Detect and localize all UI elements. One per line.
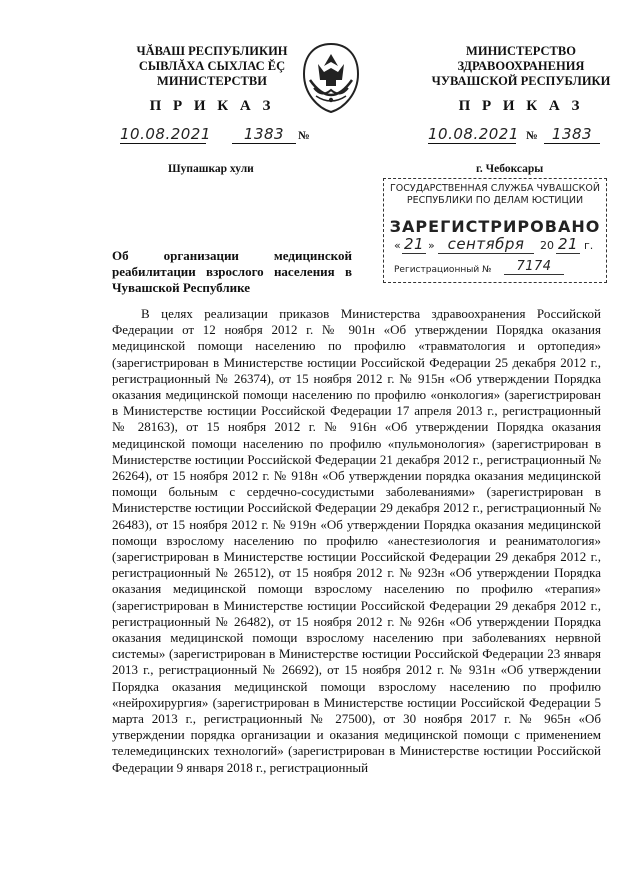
stamp-year: 21 [557, 235, 579, 253]
stamp-quote-close: » [428, 239, 435, 252]
header-right-line3: ЧУВАШСКОЙ РЕСПУБЛИКИ [431, 74, 611, 88]
header-left-line1: ЧĂВАШ РЕСПУБЛИКИН [136, 44, 288, 58]
stamp-month: сентября [438, 235, 534, 254]
date-right: 10.08.2021 [428, 125, 519, 143]
stamp-quote-open: « [394, 239, 401, 252]
stamp-registered: ЗАРЕГИСТРИРОВАНО [389, 217, 601, 236]
num-sign-left: № [298, 130, 310, 142]
header-left-line3: МИНИСТЕРСТВИ [157, 74, 267, 88]
stamp-year-suffix: г. [584, 239, 594, 252]
stamp-date-row [394, 237, 600, 257]
city-right: г. Чебоксары [476, 163, 544, 175]
stamp-day: 21 [403, 235, 425, 253]
number-right: 1383 [544, 125, 600, 144]
city-left: Шупашкар хули [168, 163, 254, 175]
date-left: 10.08.2021 [120, 125, 211, 143]
body-paragraph: В целях реализации приказов Министерства здравоохранения Российской Федерации от 12 ноября 2012 г. № 901н «Об утверждении Порядка оказания медицинской помощи населению по профилю «травматология и ортопедия» (зарегистрирован в Министерстве юстиции Российской Федерации 25 декабря 2012 г., регистрационный № 26374), от 15 ноября 2012 г. № 915н «Об утверждении Порядка оказания медицинской помощи населению по профилю «онкология» (зарегистрирован в Министерстве юстиции Российской Федерации 17 апреля 2013 г., регистрационный № 28163), от 15 ноября 2012 г. № 916н «Об утверждении Порядка оказания медицинской помощи населению по профилю «пульмонология» (зарегистрирован в Министерстве юстиции Российской Федерации 21 декабря 2012 г., регистрационный № 26264), от 15 ноября 2012 г. № 918н «Об утверждении порядка оказания медицинской помощи больным с сердечно-сосудистыми заболеваниями» (зарегистрирован в Министерстве юстиции Российской Федерации 29 декабря 2012 г., регистрационный № 26483), от 15 ноября 2012 г. № 919н «Об утверждении Порядка оказания медицинской помощи взрослому населению по профилю «анестезиология и реаниматология» (зарегистрирован в Министерстве юстиции Российской Федерации 29 декабря 2012 г., регистрационный № 26512), от 15 ноября 2012 г. № 923н «Об утверждении Порядка оказания медицинской помощи взрослому населению по профилю «терапия» (зарегистрирован в Министерстве юстиции Российской Федерации 29 декабря 2012 г., регистрационный № 26482), от 15 ноября 2012 г. № 926н «Об утверждении Порядка оказания медицинской помощи взрослому населению при заболеваниях нервной системы» (зарегистрирован в Министерстве юстиции Российской Федерации 23 января 2013 г., регистрационный № 26692), от 15 ноября 2012 г. № 931н «Об утверждении Порядка оказания медицинской помощи взрослому населению по профилю «нейрохирургия» (зарегистрирован в Министерстве юстиции Российской Федерации 5 марта 2013 г., регистрационный № 27500), от 30 ноября 2017 г. № 965н «Об утверждении порядка организации и оказания медицинской помощи с применением телемедицинских технологий» (зарегистрирован в Министерстве юстиции Российской Федерации 9 января 2018 г., регистрационный [112, 306, 601, 775]
header-right [416, 44, 626, 89]
registration-stamp [383, 178, 607, 283]
prikaz-right: П Р И К А З [458, 98, 584, 114]
stamp-reg-number: 7174 [504, 259, 564, 275]
document-title: Об организации медицинской реабилитации взрослого населения в Чувашской Республике [112, 248, 352, 295]
header-left-line2: СЫВЛĂХА СЫХЛАС ĔÇ [138, 59, 286, 73]
header-left [112, 44, 312, 89]
number-left: 1383 [232, 125, 296, 144]
stamp-year-prefix: 20 [540, 239, 554, 252]
stamp-line1: ГОСУДАРСТВЕННАЯ СЛУЖБА ЧУВАШСКОЙ [390, 183, 600, 194]
prikaz-left: П Р И К А З [149, 98, 275, 114]
num-sign-right: № [526, 130, 538, 142]
stamp-line2: РЕСПУБЛИКИ ПО ДЕЛАМ ЮСТИЦИИ [406, 195, 584, 206]
header-right-line2: ЗДРАВООХРАНЕНИЯ [457, 59, 585, 73]
header-right-line1: МИНИСТЕРСТВО [466, 44, 576, 58]
stamp-reg-label: Регистрационный № [394, 265, 492, 275]
